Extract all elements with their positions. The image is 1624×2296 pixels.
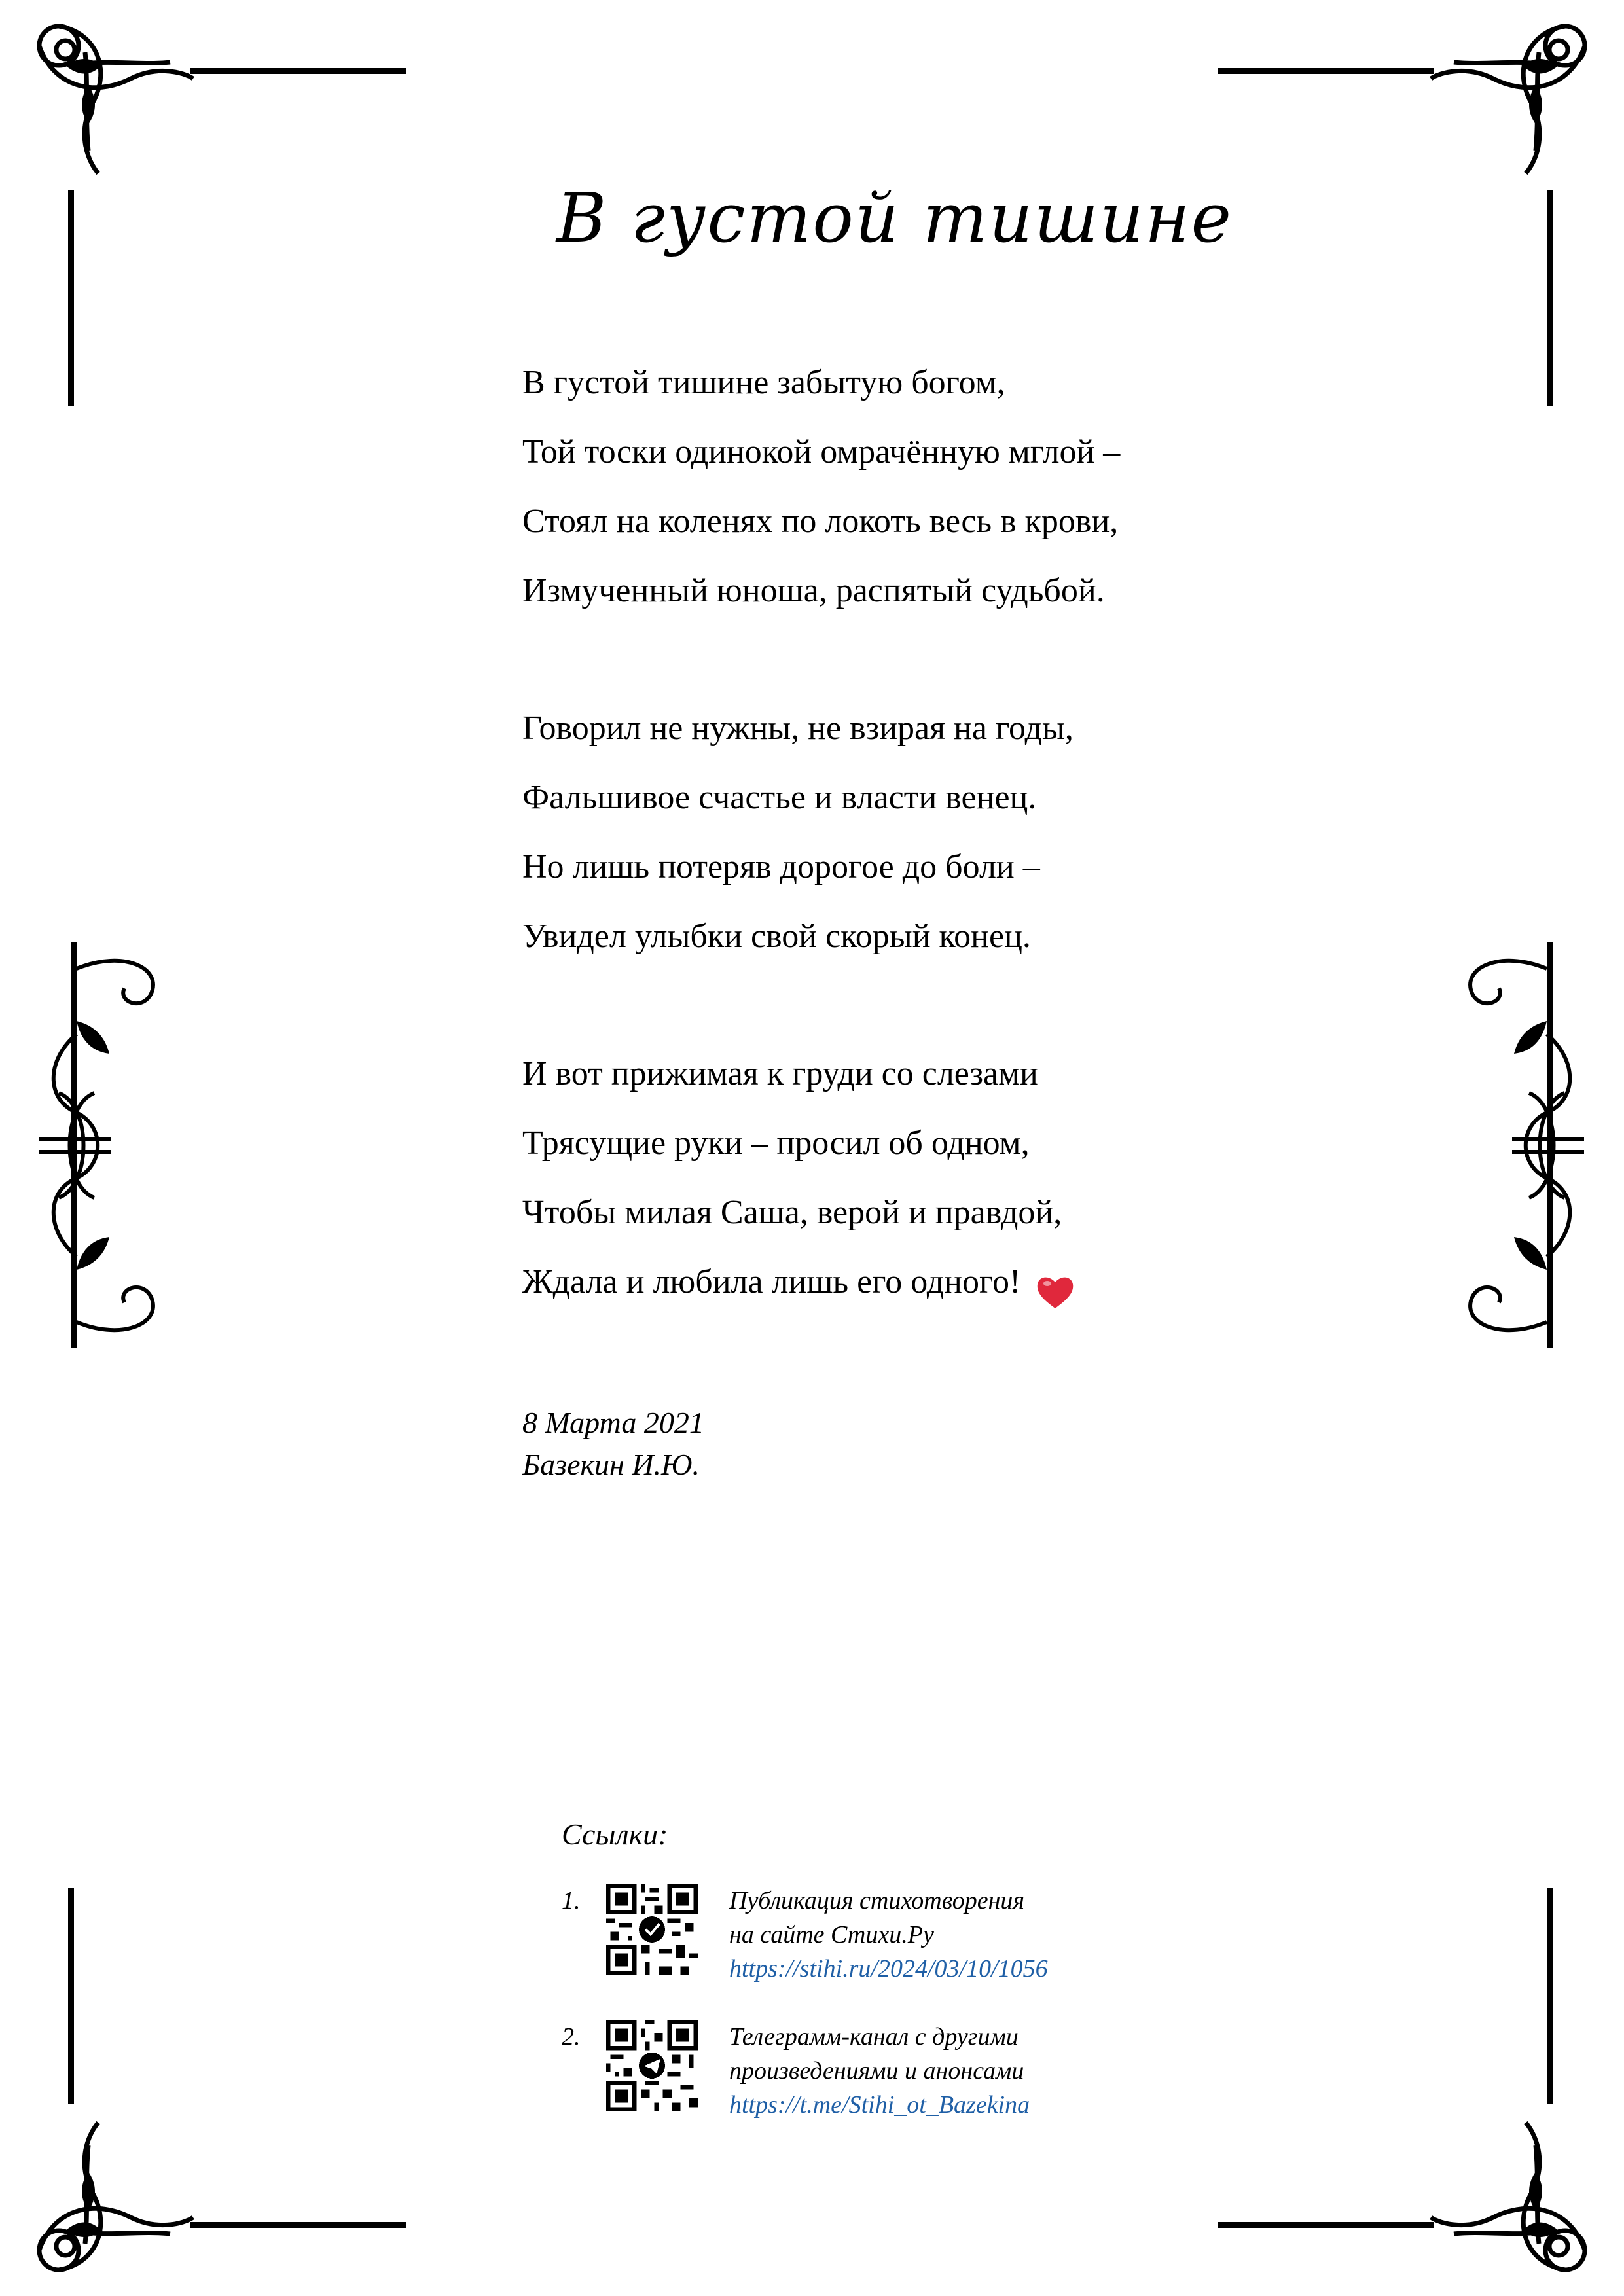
flourish-icon [26,7,196,177]
border-line-top-left [190,68,406,74]
poem-line: Чтобы милая Саша, верой и правдой, [522,1194,1062,1231]
link-number: 1. [562,1887,581,1914]
border-line-bottom-right [1218,2222,1434,2228]
poem-line: Но лишь потеряв дорогое до боли – [522,848,1040,886]
poem-author: Базекин И.Ю. [522,1448,700,1481]
link-url[interactable]: https://stihi.ru/2024/03/10/1056 [729,1955,1048,1982]
link-item-2 [562,2020,1216,2118]
border-line-left-bottom [68,1888,74,2104]
link-line: произведениями и анонсами [729,2057,1024,2085]
corner-ornament-bottom-right [1428,2119,1598,2289]
flourish-icon [1428,7,1598,177]
poem-line: Увидел улыбки свой скорый конец. [522,918,1031,955]
links-heading: Ссылки: [562,1818,668,1851]
side-ornament-left [33,942,183,1348]
poem-line: В густой тишине забытую богом, [522,364,1005,401]
link-line: Публикация стихотворения [729,1887,1025,1914]
poem-line-last [522,1247,1373,1317]
poem-title: В густой тишине [556,178,1233,258]
stanza-2 [522,694,1373,971]
heart-icon [1036,1265,1074,1300]
signature-block [522,1402,704,1486]
poem-line: Фальшивое счастье и власти венец. [522,779,1037,816]
border-line-right-bottom [1547,1888,1553,2104]
qr-code-icon[interactable] [606,2020,698,2111]
poem-line: Говорил не нужны, не взирая на годы, [522,709,1074,747]
flourish-icon [1440,942,1591,1348]
link-item-1 [562,1884,1216,1982]
flourish-icon [1428,2119,1598,2289]
link-description [729,2020,1030,2122]
corner-ornament-bottom-left [26,2119,196,2289]
poem-line: И вот прижимая к груди со слезами [522,1055,1038,1092]
link-line: на сайте Стихи.Ру [729,1921,934,1948]
poem-line: Стоял на коленях по локоть весь в крови, [522,503,1119,540]
stanza-1 [522,348,1373,626]
border-line-right-top [1547,190,1553,406]
flourish-icon [33,942,183,1348]
link-line: Телеграмм-канал с другими [729,2023,1019,2051]
stanza-3 [522,1039,1373,1317]
border-line-bottom-left [190,2222,406,2228]
link-number: 2. [562,2023,581,2051]
poem-line: Той тоски одинокой омрачённую мглой – [522,433,1121,471]
link-description [729,1884,1048,1986]
flourish-icon [26,2119,196,2289]
corner-ornament-top-right [1428,7,1598,177]
poem-line: Измученный юноша, распятый судьбой. [522,572,1105,609]
border-line-left-top [68,190,74,406]
side-ornament-right [1440,942,1591,1348]
corner-ornament-top-left [26,7,196,177]
border-line-top-right [1218,68,1434,74]
poem-line-text: Ждала и любила лишь его одного! [522,1263,1021,1300]
link-url[interactable]: https://t.me/Stihi_ot_Bazekina [729,2091,1030,2119]
poem-date: 8 Марта 2021 [522,1406,704,1439]
poem-line: Трясущие руки – просил об одном, [522,1124,1030,1162]
qr-code-icon[interactable] [606,1884,698,1975]
